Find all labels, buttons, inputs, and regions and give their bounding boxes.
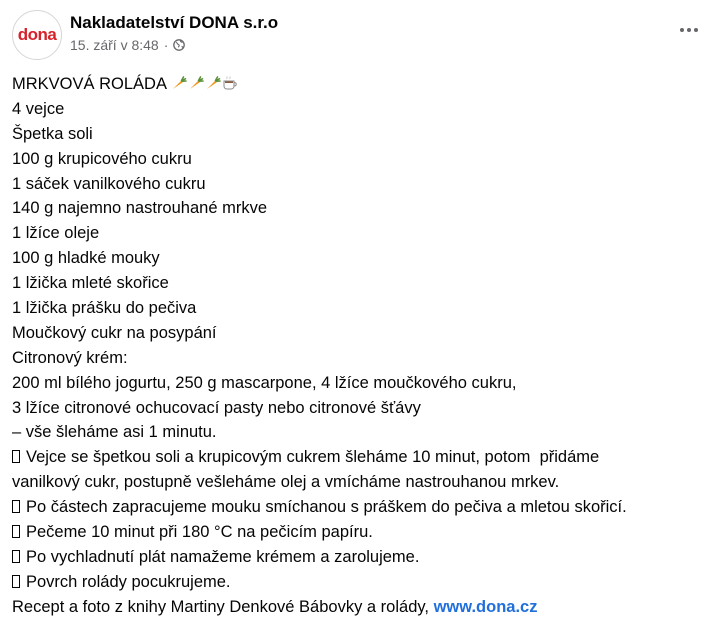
step-line [12, 520, 712, 545]
avatar-logo: dona [17, 25, 57, 44]
recipe-title: MRKVOVÁ ROLÁDA [12, 75, 167, 93]
dona-website-link[interactable]: www.dona.cz [433, 597, 538, 616]
carrot-icon [188, 75, 204, 91]
ingredient-line: 200 ml bílého jogurtu, 250 g mascarpone, 4 lžíce moučkového cukru, [12, 373, 517, 392]
ingredient-line: 1 sáček vanilkového cukru [12, 174, 206, 193]
ingredient-line: Citronový krém: [12, 348, 128, 367]
credit-text: Recept a foto z knihy Martiny Denkové Bábovky a rolády, [12, 597, 434, 616]
recipe-title-line [12, 72, 712, 97]
ingredient-line: – vše šleháme asi 1 minutu. [12, 423, 217, 442]
title-emojis [171, 72, 239, 97]
missing-glyph-icon [12, 550, 20, 563]
ingredient-line: 1 lžička prášku do pečiva [12, 299, 197, 318]
separator-dot: · [163, 37, 169, 53]
step-text: Povrch rolády pocukrujeme. [26, 572, 231, 591]
post-subline [70, 37, 278, 53]
more-dots-icon [694, 28, 698, 32]
post-body [12, 72, 712, 620]
ingredient-line: Špetka soli [12, 124, 93, 143]
post-date-link[interactable]: 15. září v 8:48 [70, 37, 159, 53]
step-line [12, 570, 712, 595]
step-text: Po vychladnutí plát namažeme krémem a zarolujeme. [26, 547, 420, 566]
avatar[interactable] [12, 10, 62, 60]
post-header [12, 10, 278, 60]
ingredient-line: 100 g hladké mouky [12, 249, 160, 268]
more-dots-icon [687, 28, 691, 32]
ingredient-line: 140 g najemno nastrouhané mrkve [12, 199, 267, 218]
step-text: Pečeme 10 minut při 180 °C na pečicím papíru. [26, 523, 373, 542]
hot-beverage-icon [222, 75, 239, 91]
ingredient-line: 100 g krupicového cukru [12, 149, 192, 168]
carrot-icon [205, 75, 221, 91]
globe-icon[interactable] [173, 39, 185, 51]
post-meta [70, 10, 278, 53]
ingredient-line: 1 lžička mleté skořice [12, 274, 169, 293]
step-text: Vejce se špetkou soli a krupicovým cukrem šleháme 10 minut, potom přidáme [26, 448, 600, 467]
page-name-link[interactable]: Nakladatelství DONA s.r.o [70, 13, 279, 32]
ingredient-line: 4 vejce [12, 99, 65, 118]
credit-line [12, 595, 712, 620]
step-line [12, 545, 712, 570]
step-line [12, 445, 712, 470]
missing-glyph-icon [12, 450, 20, 463]
missing-glyph-icon [12, 575, 20, 588]
more-dots-icon [680, 28, 684, 32]
ingredient-line: 3 lžíce citronové ochucovací pasty nebo citronové šťávy [12, 398, 421, 417]
missing-glyph-icon [12, 525, 20, 538]
more-options-button[interactable] [671, 18, 707, 42]
ingredient-line: 1 lžíce oleje [12, 224, 100, 243]
step-line [12, 495, 712, 520]
ingredient-line: Moučkový cukr na posypání [12, 323, 217, 342]
step-text: Po částech zapracujeme mouku smíchanou s práškem do pečiva a mletou skořicí. [26, 498, 627, 517]
carrot-icon [171, 75, 187, 91]
step-line: vanilkový cukr, postupně vešleháme olej a vmícháme nastrouhanou mrkev. [12, 473, 560, 492]
missing-glyph-icon [12, 500, 20, 513]
